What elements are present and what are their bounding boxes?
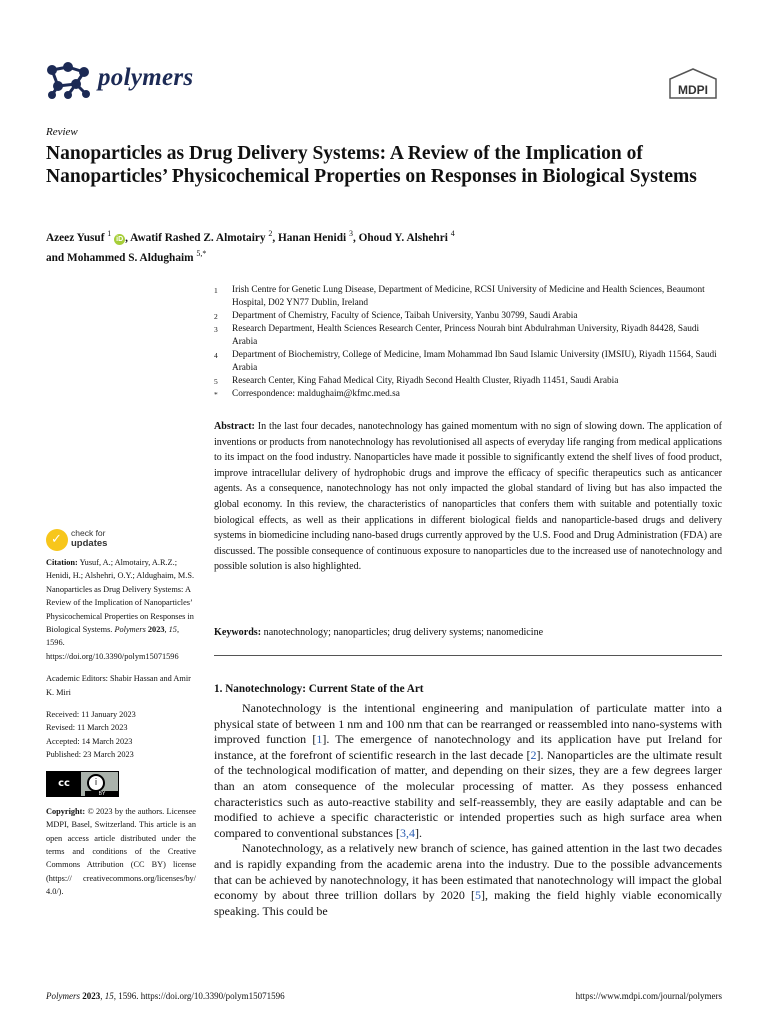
citation-journal: Polymers (114, 625, 146, 635)
author-name[interactable]: Azeez Yusuf (46, 231, 105, 244)
citation-volume: 15 (168, 625, 177, 635)
received-date: Received: 11 January 2023 (46, 710, 136, 720)
body-paragraph (214, 841, 722, 919)
body-text-segment: Nanotechnology is the intentional engineering and manipulation of particulate matter into a physical state of between 1 nm and 100 nm that can be rearranged or reassembled into nano-systems with improved function [ (214, 701, 722, 747)
copyright (46, 805, 196, 899)
affiliation-number: 5 (214, 377, 218, 386)
body-text-segment: ]. (414, 825, 422, 840)
footer-doi[interactable]: , 1596. https://doi.org/10.3390/polym15071596 (113, 991, 285, 1001)
body-text-segment: Nanotechnology, as a relatively new branch of science, has gained attention in the last two decades and is rapidly expanding from the academic arena into the industry. Due to the possible advancements that can be achieved by nanotechnology, it has been estimated that nanotechnology will impact the global economy by about three trillion dollars by 2020 [ (214, 841, 722, 903)
author-affiliation-ref: 5,* (196, 248, 207, 258)
body-paragraph (214, 701, 722, 841)
affiliation-number: * (214, 390, 218, 399)
footer-citation: Polymers 2023, 15, 1596. https://doi.org/10.3390/polym15071596 (46, 991, 285, 1001)
academic-editors: Academic Editors: Shabir Hassan and Amir K. Miri (46, 674, 191, 697)
citation: Citation: Yusuf, A.; Almotairy, A.R.Z.; Henidi, H.; Alshehri, O.Y.; Aldughaim, M.S. Nanoparticles as Drug Delivery Systems: A Review of the Implication of Nanoparticles’ Physicochemical Properties on Responses in Biological Systems. Polymers 2023, 15, 1596. https://doi.org/10.3390/polym15071596 (46, 558, 195, 661)
citation-year: 2023 (147, 625, 165, 635)
revised-date: Revised: 11 March 2023 (46, 723, 128, 733)
copyright-text: © 2023 by the authors. Licensee MDPI, Basel, Switzerland. This article is an open access article distributed under the terms and conditions of the Creative Commons Attribution (CC BY) license (https:// creativecommons.org/licenses/by/ 4.0/). (46, 806, 196, 897)
author-separator: , (352, 231, 359, 244)
affiliation-item (214, 349, 724, 375)
cc-by-label: BY (85, 791, 119, 797)
reference-link[interactable]: 5 (474, 888, 481, 903)
copyright-label: Copyright: (46, 806, 86, 816)
reference-link[interactable]: 3,4 (399, 825, 415, 840)
correspondence-email[interactable]: Correspondence: maldughaim@kfmc.med.sa (232, 389, 400, 399)
check-updates-icon: ✓ (46, 529, 68, 551)
abstract-text: In the last four decades, nanotechnology has gained momentum with no sign of slowing down. The application of inventions or products from nanotechnology has revolutionised all aspects of everyday life ranging from medical applications to its impact on the food industry. Nanoparticles have made it possible to significantly extend the shelf lives of food product, improve intracellular delivery of hydrophobic drugs and improve the efficacy of specific therapeutics such as anticancer agents. As a consequence, nanotechnology has not only impacted the global standard of living but has also impacted the global economy. In this review, the characteristics of nanoparticles that confers them with suitable and potentially toxic biological effects, as well as their applications in different biological fields and nanoparticle-based drugs and delivery systems in biomedicine including nano-based drugs currently approved by the U.S. Food and Drug Administration (FDA) are discussed. The possible consequence of continuous exposure to nanoparticles due to the increased use of nanotechnology and possible solution is also highlighted. (214, 421, 722, 573)
author-affiliation-ref: 2 (268, 229, 273, 238)
check-updates-line1: check for (71, 528, 106, 538)
affiliation-list (214, 284, 724, 401)
reference-link[interactable]: 2 (530, 747, 537, 762)
affiliation-item (214, 284, 724, 310)
body-text-segment: ]. Nanoparticles are the ultimate result of the technological modification of matter, and depending on their sizes, they are a few degrees larger than an atom consequence of the molecular processing of matter. As they possess enhanced characteristics such as auto-reactive stability and self-reassembly, they are easily adaptable and can be modified to achieve a specific characteristic or intended properties such as high surface area when compared to conventional substances [ (214, 747, 722, 840)
abstract-label: Abstract: (214, 421, 255, 432)
journal-logo-icon (44, 60, 92, 100)
article-dates (46, 708, 196, 762)
affiliation-item (214, 310, 724, 323)
article-title: Nanoparticles as Drug Delivery Systems: A Review of the Implication of Nanoparticles’ Physicochemical Properties on Responses in Biological Systems (46, 143, 697, 187)
check-updates-label (71, 529, 107, 548)
author-name[interactable]: and Mohammed S. Aldughaim (46, 251, 194, 264)
correspondence-item[interactable] (214, 388, 724, 401)
attribution-person-icon: i (87, 774, 105, 792)
affiliation-item (214, 375, 724, 388)
affiliation-text: Research Department, Health Sciences Research Center, Princess Nourah bint Abdulrahman University, Riyadh 84428, Saudi Arabia (232, 324, 700, 347)
citation-doi[interactable]: , 1596. https://doi.org/10.3390/polym15071596 (46, 625, 180, 661)
cc-by-license-icon[interactable] (46, 771, 119, 797)
section-divider (214, 655, 722, 656)
publisher-name: MDPI (678, 83, 708, 97)
reference-link[interactable]: 1 (316, 732, 323, 747)
orcid-icon[interactable]: iD (116, 235, 124, 243)
affiliation-text: Research Center, King Fahad Medical City, Riyadh Second Health Cluster, Riyadh 11451, Saudi Arabia (232, 376, 619, 386)
affiliation-number: 1 (214, 286, 218, 295)
keywords-label: Keywords: (214, 627, 262, 638)
author-separator: , (272, 231, 278, 244)
author-name[interactable]: Ohoud Y. Alshehri (358, 231, 448, 244)
affiliation-number: 3 (214, 325, 218, 334)
section-heading: 1. Nanotechnology: Current State of the Art (214, 683, 424, 695)
keywords (214, 625, 722, 640)
author-affiliation-ref: 1 (107, 229, 112, 238)
author-list (46, 226, 736, 266)
affiliation-item (214, 323, 724, 349)
author-name[interactable]: Hanan Henidi (278, 231, 347, 244)
body-text (214, 701, 722, 919)
author-affiliation-ref: 4 (450, 229, 455, 238)
author-affiliation-ref: 3 (348, 229, 353, 238)
cc-label: cc (47, 772, 81, 796)
keywords-text: nanotechnology; nanoparticles; drug delivery systems; nanomedicine (263, 627, 544, 638)
abstract (214, 419, 722, 575)
author-name[interactable]: Awatif Rashed Z. Almotairy (130, 231, 266, 244)
article-type: Review (46, 126, 78, 138)
check-for-updates-button[interactable] (46, 528, 156, 552)
journal-name: polymers (98, 64, 194, 91)
citation-label: Citation: (46, 558, 78, 567)
affiliation-text: Department of Chemistry, Faculty of Science, Taibah University, Yanbu 30799, Saudi Arabia (232, 311, 578, 321)
citation-text: Yusuf, A.; Almotairy, A.R.Z.; Henidi, H.; Alshehri, O.Y.; Aldughaim, M.S. Nanoparticles as Drug Delivery Systems: A Review of the Implication of Nanoparticles’ Physicochemical Properties on Responses in Biological Systems. (46, 558, 195, 635)
body-text-segment: ]. The emergence of nanotechnology and its application have put Ireland for instance, at the forefront of scientific research in the last decade [ (214, 732, 722, 762)
mdpi-logo-icon[interactable] (668, 68, 718, 100)
footer-journal: Polymers (46, 991, 80, 1001)
affiliation-text: Department of Biochemistry, College of Medicine, Imam Mohammad Ibn Saud Islamic University (IMSIU), Riyadh 11564, Saudi Arabia (232, 350, 717, 373)
footer-volume: 15 (104, 991, 114, 1001)
footer-year: 2023 (82, 991, 101, 1001)
affiliation-number: 4 (214, 351, 218, 360)
affiliation-text: Irish Centre for Genetic Lung Disease, Department of Medicine, RCSI University of Medicine and Health Sciences, Beaumont Hospital, D02 YN77 Dublin, Ireland (232, 285, 705, 308)
check-updates-line2: updates (71, 537, 108, 549)
published-date: Published: 23 March 2023 (46, 750, 134, 760)
journal-url-link[interactable]: https://www.mdpi.com/journal/polymers (575, 991, 722, 1001)
author-separator: , (125, 231, 131, 244)
body-text-segment: ], making the field highly viable economically speaking. This could be (214, 888, 722, 918)
article-info-sidebar (46, 556, 196, 908)
affiliation-number: 2 (214, 312, 218, 321)
accepted-date: Accepted: 14 March 2023 (46, 736, 133, 746)
